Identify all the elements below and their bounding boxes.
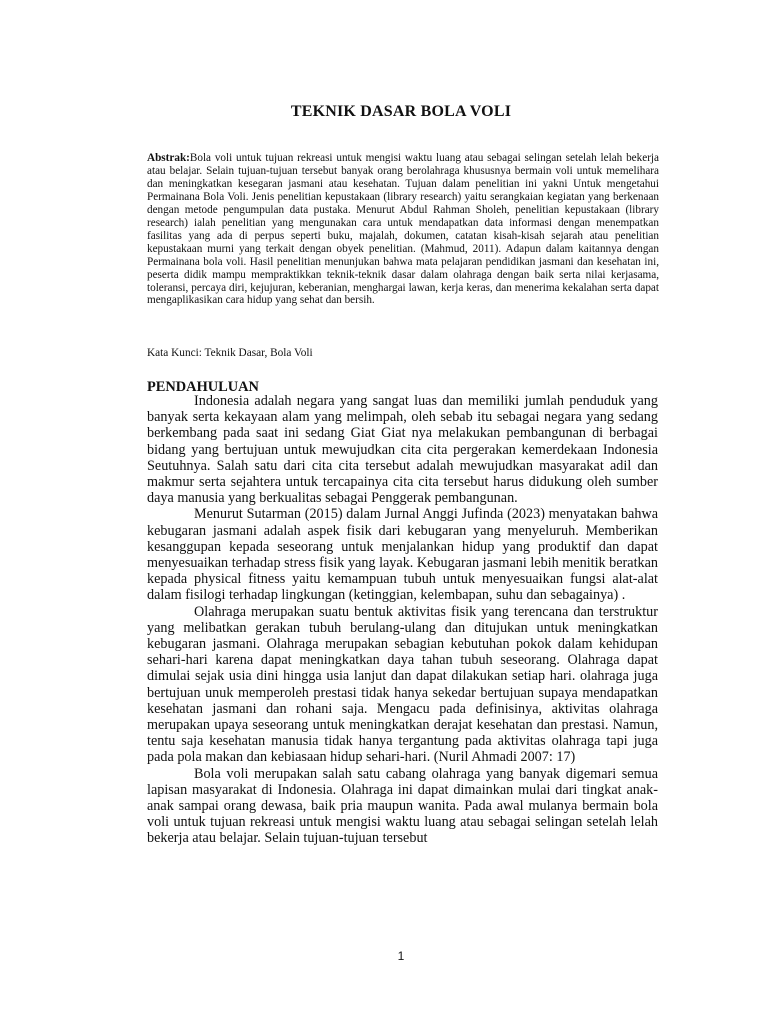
paragraph: Menurut Sutarman (2015) dalam Jurnal Anggi Jufinda (2023) menyatakan bahwa kebugaran jasmani adalah aspek fisik dari kebugaran yang menyeluruh. Memberikan kesanggupan kepada seseorang untuk menjalankan hidup yang produktif dan dapat menyesuaikan terhadap stress fisik yang layak. Kebugaran jasmani lebih menitik beratkan kepada physical fitness yaitu kemampuan tubuh untuk menyesuaikan fungsi alat-alat dalam fisilogi terhadap lingkungan (ketinggian, kelembapan, suhu dan sebagainya) .	[147, 506, 658, 604]
abstract	[147, 152, 659, 307]
paragraph: Olahraga merupakan suatu bentuk aktivitas fisik yang terencana dan terstruktur yang melibatkan gerakan tubuh berulang-ulang dan ditujukan untuk meningkatkan kebugaran jasmani. Olahraga merupakan sebagian kebutuhan pokok dalam kehidupan sehari-hari karena dapat meningkatkan daya tahan tubuh seseorang. Olahraga dapat dimulai sejak usia dini hingga usia lanjut dan dapat dilakukan setiap hari. olahraga juga bertujuan unuk memperoleh prestasi tidak hanya sekedar bertujuan supaya mendapatkan kesehatan jasmani dan rohani saja. Mengacu pada definisinya, aktivitas olahraga merupakan upaya seseorang untuk meningkatkan derajat kesehatan dan prestasi. Namun, tentu saja kesehatan manusia tidak hanya tergantung pada aktivitas olahraga tapi juga pada pola makan dan kebiasaan hidup sehari-hari. (Nuril Ahmadi 2007: 17)	[147, 603, 658, 766]
body-text	[147, 393, 658, 847]
section-heading: PENDAHULUAN	[147, 379, 259, 395]
keywords: Kata Kunci: Teknik Dasar, Bola Voli	[147, 347, 313, 359]
abstract-label: Abstrak:	[147, 152, 190, 164]
document-title: TEKNIK DASAR BOLA VOLI	[290, 103, 512, 120]
paragraph: Indonesia adalah negara yang sangat luas dan memiliki jumlah penduduk yang banyak serta kekayaan alam yang melimpah, oleh sebab itu sebagai negara yang sedang berkembang pada saat ini sedang Giat Giat nya melakukan pembangunan di berbagai bidang yang bertujuan untuk mewujudkan cita cita pergerakan kemerdekaan Indonesia Seutuhnya. Salah satu dari cita cita tersebut adalah mewujudkan masyarakat adil dan makmur serta sejahtera untuk tercapainya cita cita tersebut harus didukung oleh sumber daya manusia yang berkualitas sebagai Penggerak pembangunan.	[147, 393, 658, 507]
page-number: 1	[397, 949, 405, 963]
abstract-text: Bola voli untuk tujuan rekreasi untuk mengisi waktu luang atau sebagai selingan setelah lelah bekerja atau belajar. Selain tujuan-tujuan tersebut banyak orang berolahraga khususnya bermain voli untuk memelihara dan meningkatkan kesegaran jasmani atau kesehatan. Tujuan dalam penelitian ini yakni Untuk mengetahui Permainana Bola Voli. Jenis penelitian kepustakaan (library research) yaitu serangkaian kegiatan yang berkenaan dengan metode pengumpulan data pustaka. Menurut Abdul Rahman Sholeh, penelitian kepustakaan (library research) ialah penelitian yang mengunakan cara untuk mendapatkan data informasi dengan menempatkan fasilitas yang ada di perpus seperti buku, majalah, dokumen, catatan kisah-kisah sejarah atau penelitian kepustakaan murni yang terkait dengan obyek penelitian. (Mahmud, 2011). Adapun dalam kaitannya dengan Permainana bola voli. Hasil penelitian menunjukan bahwa mata pelajaran pendidikan jasmani dan kesehatan ini, peserta didik mampu mempraktikkan teknik-teknik dasar dalam olahraga dengan baik serta nilai kerjasama, toleransi, percaya diri, kejujuran, keberanian, menghargai lawan, kerja keras, dan menerima kekalahan serta dapat mengaplikasikan cara hidup yang sehat dan bersih.	[147, 152, 659, 307]
paragraph: Bola voli merupakan salah satu cabang olahraga yang banyak digemari semua lapisan masyarakat di Indonesia. Olahraga ini dapat dimainkan mulai dari tingkat anak-anak sampai orang dewasa, baik pria maupun wanita. Pada awal mulanya bermain bola voli untuk tujuan rekreasi untuk mengisi waktu luang atau sebagai selingan setelah lelah bekerja atau belajar. Selain tujuan-tujuan tersebut	[147, 765, 658, 847]
